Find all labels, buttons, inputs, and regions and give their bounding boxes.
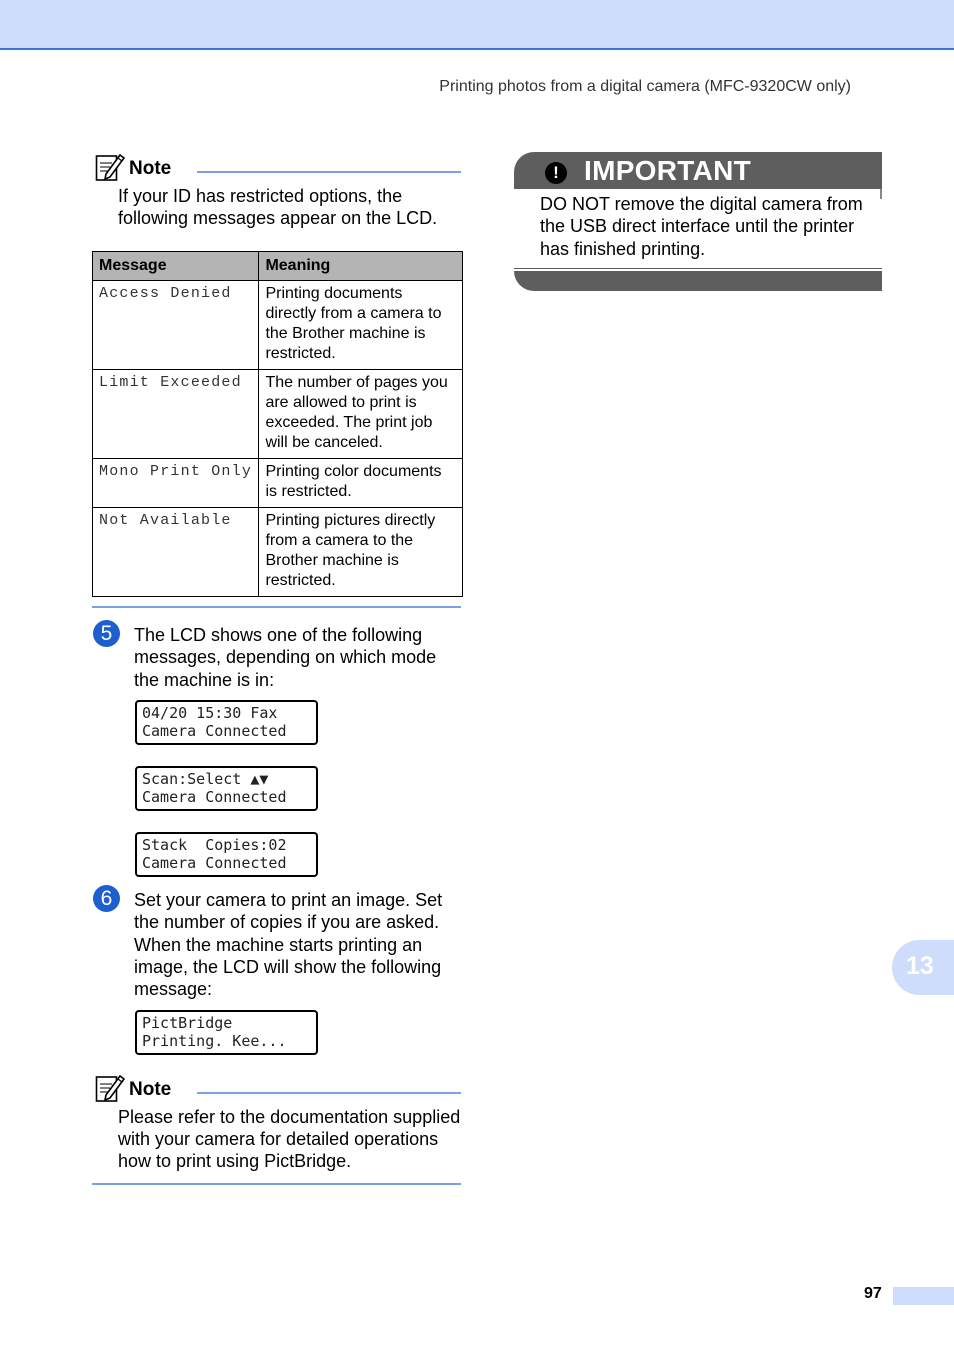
table-header-row [93, 252, 463, 281]
lcd-line: Camera Connected [142, 788, 287, 806]
note-pencil-icon [95, 1073, 125, 1103]
lcd-line: Printing. Kee... [142, 1032, 287, 1050]
chapter-number: 13 [906, 952, 934, 980]
note-header [95, 152, 461, 182]
exclamation-icon: ! [545, 162, 567, 184]
table-row [93, 459, 463, 508]
step-6-badge: 6 [93, 885, 120, 912]
header-meaning: Meaning [259, 252, 463, 281]
important-divider [514, 268, 882, 269]
lcd-screen [135, 700, 318, 745]
lcd-line: Stack Copies:02 [142, 836, 287, 854]
note-header [95, 1073, 461, 1103]
important-text: DO NOT remove the digital camera from the USB direct interface until the printer has finished printing. [540, 194, 863, 259]
chapter-tab [892, 940, 954, 995]
note-title: Note [129, 158, 172, 179]
lcd-screen [135, 832, 318, 877]
lcd-screen [135, 1010, 318, 1055]
important-footer-bar [514, 271, 882, 291]
important-title: IMPORTANT [584, 155, 752, 186]
important-header [514, 152, 882, 189]
meaning-cell: Printing documents directly from a camera to the Brother machine is restricted. [259, 281, 463, 370]
meaning-cell: The number of pages you are allowed to print is exceeded. The print job will be canceled. [259, 370, 463, 459]
step-5-text: The LCD shows one of the following messages, depending on which mode the machine is in: [134, 625, 437, 690]
lcd-line: Camera Connected [142, 854, 287, 872]
note-rule [197, 171, 461, 173]
meaning-cell: Printing color documents is restricted. [259, 459, 463, 508]
step-6-text: Set your camera to print an image. Set the number of copies if you are asked. When the machine starts printing an image, the LCD will show the following message: [134, 890, 443, 1000]
page-footer-bar [893, 1287, 954, 1305]
note-title: Note [129, 1079, 172, 1100]
note-pencil-icon [95, 152, 125, 182]
lcd-message-table [92, 251, 463, 597]
page-number: 97 [864, 1285, 882, 1302]
top-header-band [0, 0, 954, 50]
message-cell: Limit Exceeded [93, 370, 259, 459]
message-cell: Not Available [93, 508, 259, 597]
meaning-cell: Printing pictures directly from a camera to the Brother machine is restricted. [259, 508, 463, 597]
section-divider [92, 606, 461, 608]
note-text: If your ID has restricted options, the following messages appear on the LCD. [118, 186, 438, 228]
table-row [93, 281, 463, 370]
table-row [93, 370, 463, 459]
lcd-line: Scan:Select ▲▼ [142, 770, 269, 788]
lcd-screen [135, 766, 318, 811]
important-box [514, 152, 882, 291]
section-divider [92, 1183, 461, 1185]
note-text: Please refer to the documentation supplied with your camera for detailed operations how to print using PictBridge. [118, 1107, 461, 1171]
table-row [93, 508, 463, 597]
step-5-badge: 5 [93, 620, 120, 647]
lcd-line: Camera Connected [142, 722, 287, 740]
note-rule [197, 1092, 461, 1094]
running-title: Printing photos from a digital camera (MFC-9320CW only) [439, 78, 851, 95]
message-cell: Access Denied [93, 281, 259, 370]
message-cell: Mono Print Only [93, 459, 259, 508]
lcd-line: PictBridge [142, 1014, 233, 1032]
header-message: Message [93, 252, 259, 281]
lcd-line: 04/20 15:30 Fax [142, 704, 278, 722]
